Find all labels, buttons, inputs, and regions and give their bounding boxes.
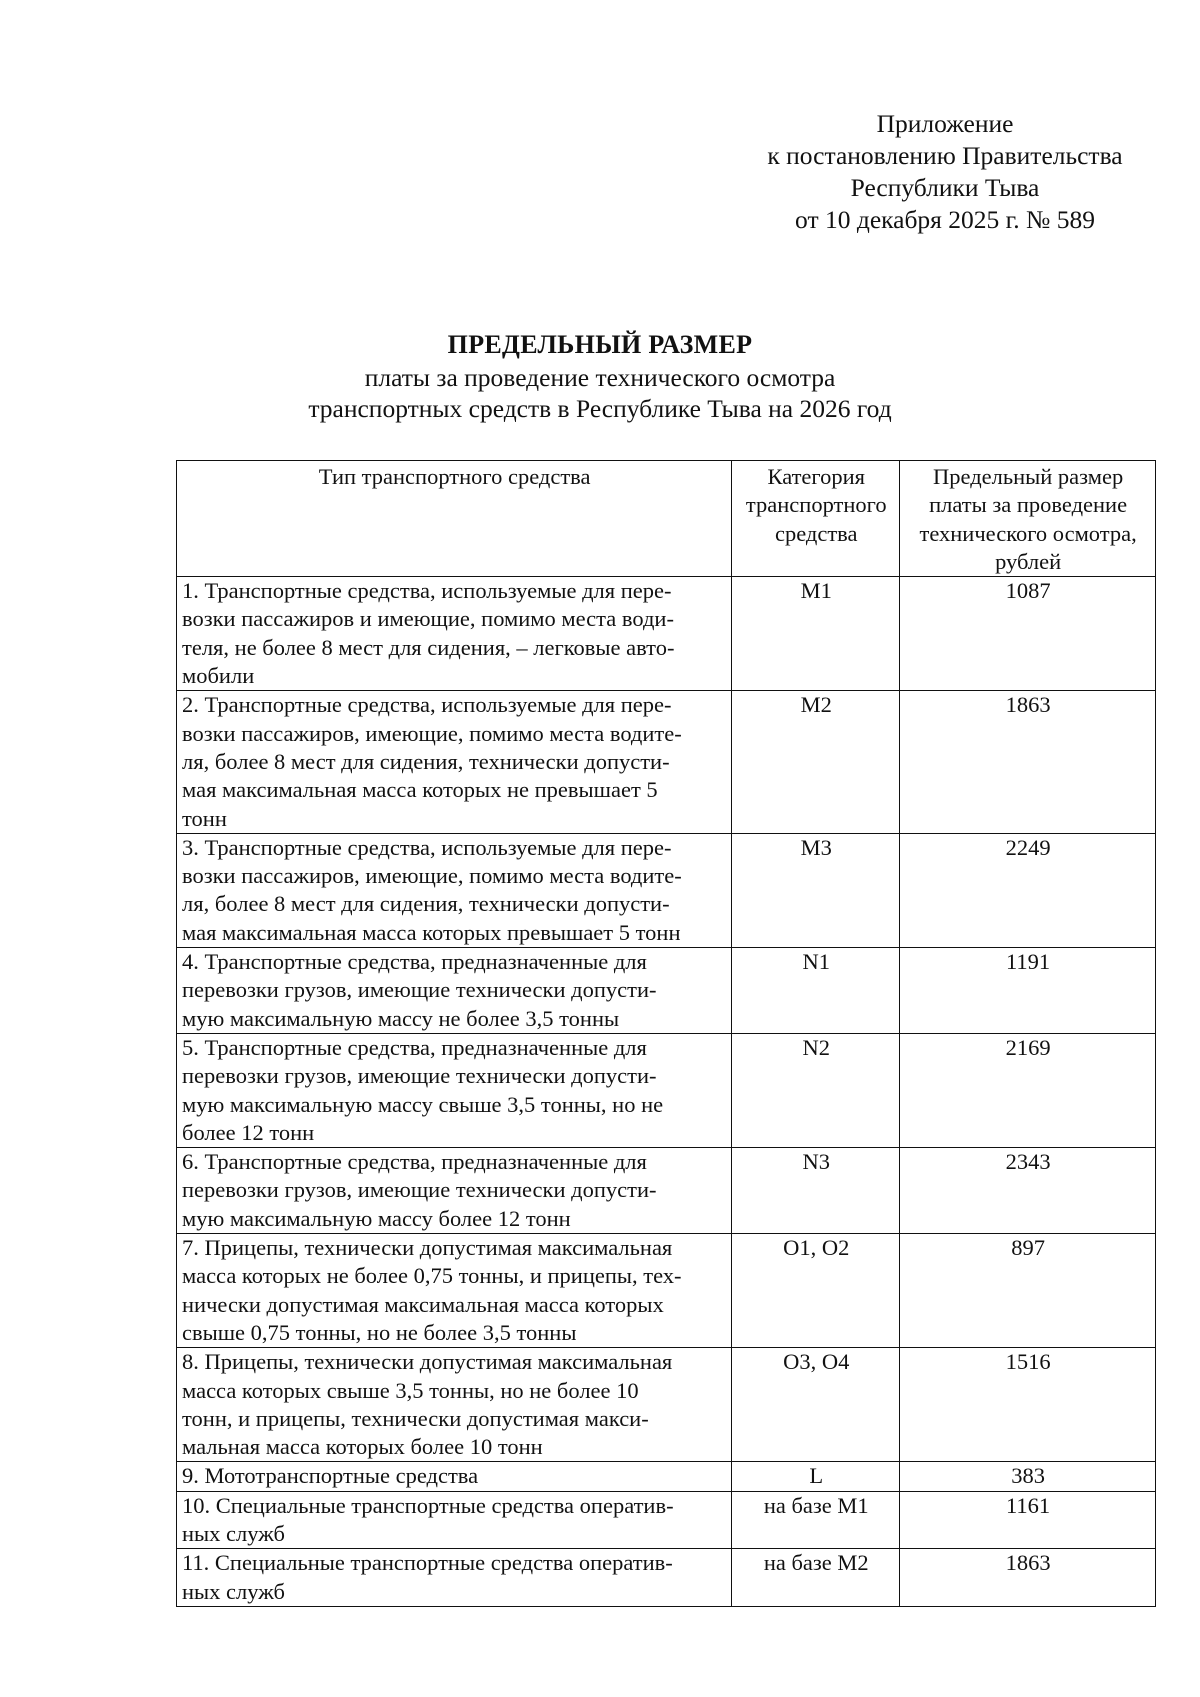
cell-category: N1	[732, 948, 900, 1034]
vehicle-type-line: 8. Прицепы, технически допустимая максимальная	[182, 1349, 673, 1375]
fee-table	[176, 460, 1156, 1607]
cell-fee: 1863	[900, 691, 1156, 833]
header-fee: Предельный размер платы за проведение технического осмотра, рублей	[900, 461, 1156, 577]
cell-vehicle-type	[177, 691, 732, 833]
appendix-decree-ref: к постановлению Правительства	[767, 141, 1123, 170]
header-vehicle-type: Тип транспортного средства	[177, 461, 732, 577]
table-row	[177, 833, 1156, 947]
cell-category: M2	[732, 691, 900, 833]
table-row	[177, 1148, 1156, 1234]
cell-vehicle-type	[177, 1348, 732, 1462]
vehicle-type-line: возки пассажиров, имеющие, помимо места водите-	[182, 863, 682, 889]
vehicle-type-line: 4. Транспортные средства, предназначенные для	[182, 949, 647, 975]
vehicle-type-line: мальная масса которых более 10 тонн	[182, 1434, 543, 1460]
table-row	[177, 1348, 1156, 1462]
cell-vehicle-type	[177, 1491, 732, 1549]
cell-category: O3, O4	[732, 1348, 900, 1462]
cell-fee: 1087	[900, 577, 1156, 691]
cell-fee: 1161	[900, 1491, 1156, 1549]
header-category: Категория транспортного средства	[732, 461, 900, 577]
vehicle-type-line: масса которых свыше 3,5 тонны, но не более 10	[182, 1377, 639, 1403]
vehicle-type-line: свыше 0,75 тонны, но не более 3,5 тонны	[182, 1319, 577, 1345]
title-subtitle-line2: транспортных средств в Республике Тыва на 2026 год	[308, 394, 892, 423]
title-main: ПРЕДЕЛЬНЫЙ РАЗМЕР	[447, 330, 753, 359]
vehicle-type-line: возки пассажиров, имеющие, помимо места водите-	[182, 720, 682, 746]
vehicle-type-line: перевозки грузов, имеющие технически допусти-	[182, 977, 657, 1003]
cell-category: M1	[732, 577, 900, 691]
cell-vehicle-type	[177, 948, 732, 1034]
vehicle-type-line: 5. Транспортные средства, предназначенные для	[182, 1034, 647, 1060]
table-row	[177, 948, 1156, 1034]
table-row	[177, 1234, 1156, 1348]
cell-category: N2	[732, 1033, 900, 1147]
vehicle-type-line: нически допустимая максимальная масса которых	[182, 1291, 664, 1317]
cell-fee: 2169	[900, 1033, 1156, 1147]
vehicle-type-line: 3. Транспортные средства, используемые для пере-	[182, 834, 672, 860]
appendix-header	[720, 108, 1170, 236]
cell-category: M3	[732, 833, 900, 947]
cell-fee: 1191	[900, 948, 1156, 1034]
vehicle-type-line: масса которых не более 0,75 тонны, и прицепы, тех-	[182, 1263, 682, 1289]
cell-vehicle-type	[177, 1033, 732, 1147]
appendix-label: Приложение	[876, 109, 1014, 138]
title-subtitle-line1: платы за проведение технического осмотра	[364, 363, 836, 392]
vehicle-type-line: мая максимальная масса которых превышает 5 тонн	[182, 919, 681, 945]
vehicle-type-line: тонн	[182, 805, 227, 831]
vehicle-type-line: мобили	[182, 663, 255, 689]
cell-fee: 1863	[900, 1549, 1156, 1607]
appendix-republic: Республики Тыва	[850, 173, 1040, 202]
cell-fee: 2343	[900, 1148, 1156, 1234]
appendix-date-number: от 10 декабря 2025 г. № 589	[795, 205, 1095, 234]
cell-vehicle-type	[177, 833, 732, 947]
table-body	[177, 577, 1156, 1607]
vehicle-type-line: 10. Специальные транспортные средства оператив-	[182, 1492, 674, 1518]
vehicle-type-line: 11. Специальные транспортные средства оператив-	[182, 1550, 673, 1576]
vehicle-type-line: ля, более 8 мест для сидения, технически допусти-	[182, 748, 670, 774]
cell-category: O1, O2	[732, 1234, 900, 1348]
vehicle-type-line: мую максимальную массу более 12 тонн	[182, 1205, 571, 1231]
vehicle-type-line: возки пассажиров и имеющие, помимо места води-	[182, 606, 674, 632]
vehicle-type-line: ных служб	[182, 1578, 285, 1604]
vehicle-type-line: перевозки грузов, имеющие технически допусти-	[182, 1063, 657, 1089]
table-row	[177, 1462, 1156, 1491]
cell-vehicle-type	[177, 1462, 732, 1491]
vehicle-type-line: ля, более 8 мест для сидения, технически допусти-	[182, 891, 670, 917]
cell-category: на базе M1	[732, 1491, 900, 1549]
vehicle-type-line: 1. Транспортные средства, используемые для пере-	[182, 578, 672, 604]
vehicle-type-line: теля, не более 8 мест для сидения, – легковые авто-	[182, 634, 675, 660]
vehicle-type-line: 6. Транспортные средства, предназначенные для	[182, 1149, 647, 1175]
cell-category: L	[732, 1462, 900, 1491]
cell-category: N3	[732, 1148, 900, 1234]
document-title	[0, 328, 1200, 424]
cell-category: на базе M2	[732, 1549, 900, 1607]
vehicle-type-line: более 12 тонн	[182, 1119, 315, 1145]
vehicle-type-line: мую максимальную массу не более 3,5 тонны	[182, 1005, 620, 1031]
vehicle-type-line: тонн, и прицепы, технически допустимая макси-	[182, 1405, 649, 1431]
table-row	[177, 691, 1156, 833]
cell-vehicle-type	[177, 1549, 732, 1607]
table-header-row	[177, 461, 1156, 577]
cell-fee: 383	[900, 1462, 1156, 1491]
cell-vehicle-type	[177, 1148, 732, 1234]
vehicle-type-line: 2. Транспортные средства, используемые для пере-	[182, 692, 672, 718]
cell-vehicle-type	[177, 577, 732, 691]
vehicle-type-line: мую максимальную массу свыше 3,5 тонны, но не	[182, 1091, 664, 1117]
table-row	[177, 1491, 1156, 1549]
cell-fee: 897	[900, 1234, 1156, 1348]
cell-fee: 1516	[900, 1348, 1156, 1462]
vehicle-type-line: перевозки грузов, имеющие технически допусти-	[182, 1177, 657, 1203]
vehicle-type-line: 9. Мототранспортные средства	[182, 1463, 479, 1489]
cell-fee: 2249	[900, 833, 1156, 947]
vehicle-type-line: ных служб	[182, 1520, 285, 1546]
table-row	[177, 1033, 1156, 1147]
vehicle-type-line: мая максимальная масса которых не превышает 5	[182, 777, 658, 803]
table-row	[177, 1549, 1156, 1607]
table-row	[177, 577, 1156, 691]
vehicle-type-line: 7. Прицепы, технически допустимая максимальная	[182, 1235, 673, 1261]
cell-vehicle-type	[177, 1234, 732, 1348]
